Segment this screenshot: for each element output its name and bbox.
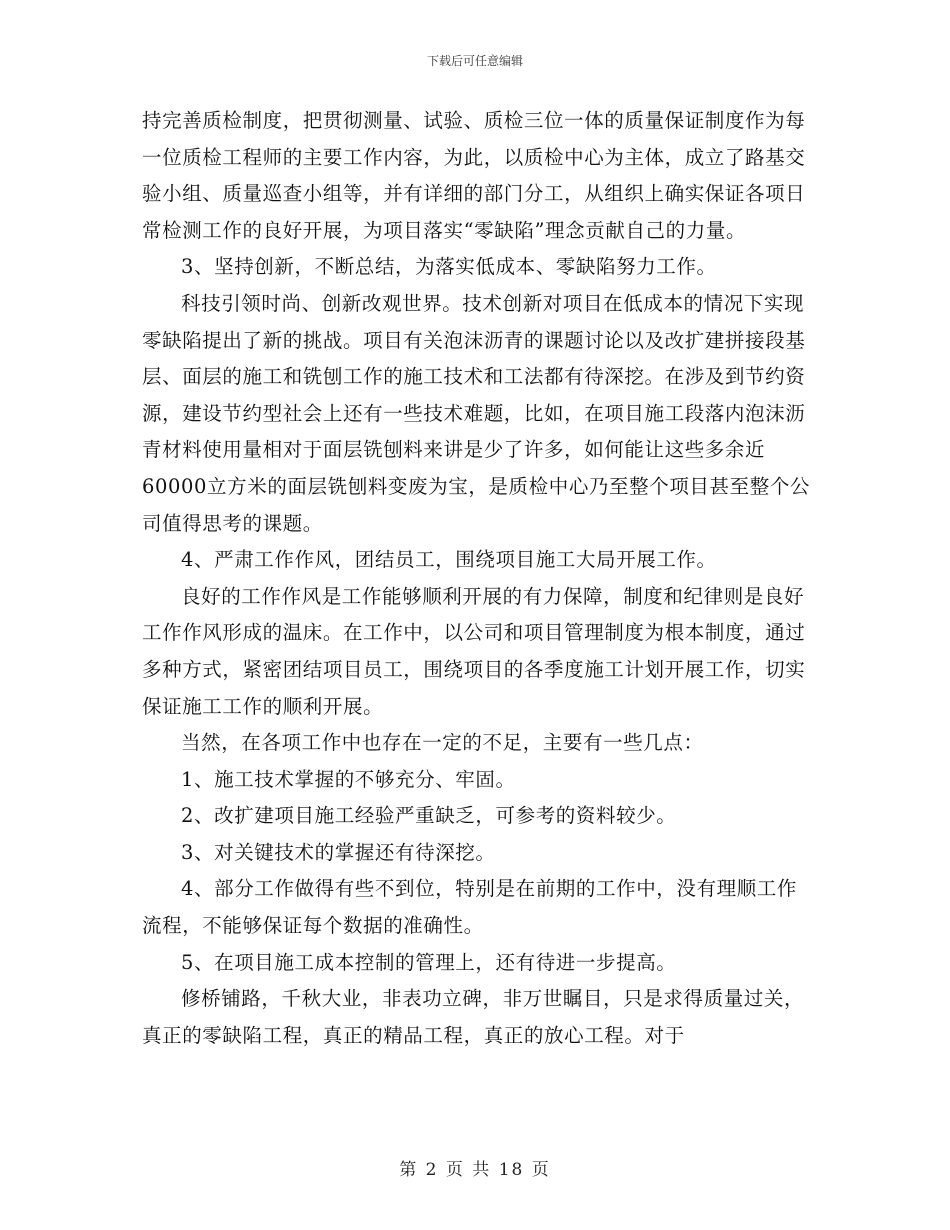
list-item-shortcoming-1: 1、施工技术掌握的不够充分、牢固。 <box>181 767 516 791</box>
paragraph-item-4-heading: 4、严肃工作作风，团结员工，围绕项目施工大局开展工作。 <box>181 548 717 572</box>
page-number-footer: 第 2 页 共 18 页 <box>399 1160 551 1180</box>
paragraph-closing: 修桥铺路，千秋大业，非表功立碑，非万世瞩目，只是求得质量过关，真正的零缺陷工程，真正的精品工程，真正的放心工程。对于 <box>142 987 805 1047</box>
list-item-shortcoming-4: 4、部分工作做得有些不到位，特别是在前期的工作中，没有理顺工作流程，不能够保证每个数据的准确性。 <box>142 877 798 938</box>
paragraph-item-3-heading: 3、坚持创新，不断总结，为落实低成本、零缺陷努力工作。 <box>181 255 717 279</box>
paragraph-work-style: 良好的工作作风是工作能够顺利开展的有力保障，制度和纪律则是良好工作作风形成的温床。在工作中，以公司和项目管理制度为根本制度，通过多种方式，紧密团结项目员工，围绕项目的各季度施工计划开展工作，切实保证施工工作的顺利开展。 <box>142 584 806 718</box>
list-item-shortcoming-3: 3、对关键技术的掌握还有待深挖。 <box>181 840 496 864</box>
paragraph-shortcomings-intro: 当然，在各项工作中也存在一定的不足，主要有一些几点： <box>181 731 704 755</box>
paragraph-innovation: 科技引领时尚、创新改观世界。技术创新对项目在低成本的情况下实现零缺陷提出了新的挑战。项目有关泡沫沥青的课题讨论以及改扩建拼接段基层、面层的施工和铣刨工作的施工技术和工法都有待深挖。在涉及到节约资源，建设节约型社会上还有一些技术难题，比如，在项目施工段落内泡沫沥青材料使用量相对于面层铣刨料来讲是少了许多，如何能让这些多余近60000立方米的面层铣刨料变废为宝，是质检中心乃至整个项目甚至整个公司值得思考的课题。 <box>142 291 811 535</box>
list-item-shortcoming-5: 5、在项目施工成本控制的管理上，还有待进一步提高。 <box>181 950 677 974</box>
page-header: 下载后可任意编辑 <box>426 54 523 68</box>
document-body <box>142 103 812 1054</box>
paragraph-continuation: 持完善质检制度，把贯彻测量、试验、质检三位一体的质量保证制度作为每一位质检工程师的主要工作内容，为此，以质检中心为主体，成立了路基交验小组、质量巡查小组等，并有详细的部门分工，从组织上确实保证各项日常检测工作的良好开展，为项目落实“零缺陷”理念贡献自己的力量。 <box>142 109 806 242</box>
list-item-shortcoming-2: 2、改扩建项目施工经验严重缺乏，可参考的资料较少。 <box>181 804 677 828</box>
